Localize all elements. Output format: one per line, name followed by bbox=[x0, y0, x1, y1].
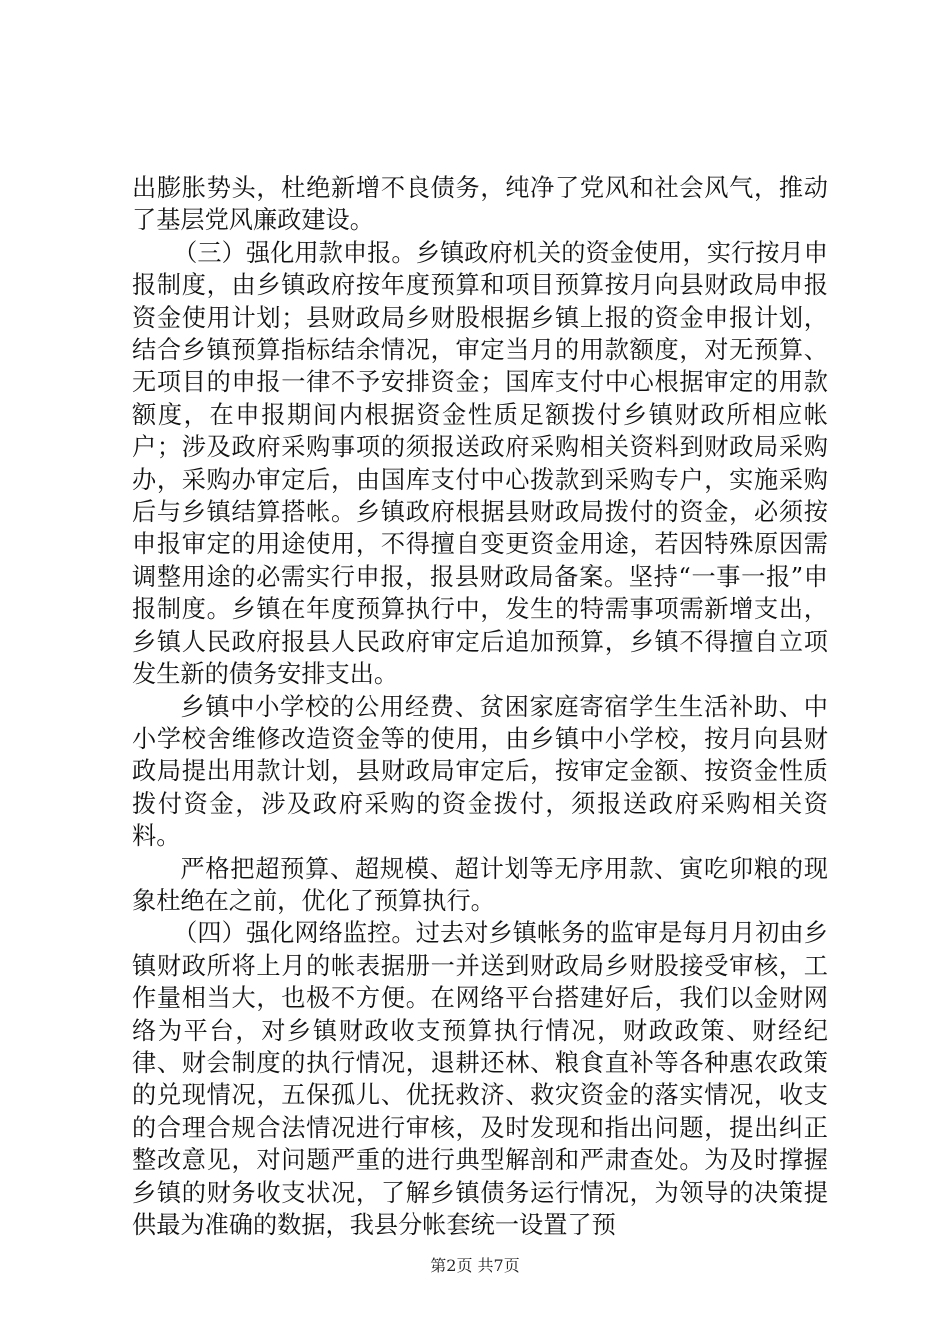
page-number-footer: 第2页 共7页 bbox=[430, 1256, 520, 1275]
body-text bbox=[132, 172, 828, 1241]
paragraph-1: 出膨胀势头，杜绝新增不良债务，纯净了党风和社会风气，推动了基层党风廉政建设。 bbox=[132, 174, 828, 235]
paragraph-4: 严格把超预算、超规模、超计划等无序用款、寅吃卯粮的现象杜绝在之前，优化了预算执行。 bbox=[132, 854, 828, 915]
paragraph-5: （四）强化网络监控。过去对乡镇帐务的监审是每月月初由乡镇财政所将上月的帐表据册一并送到财政局乡财股接受审核，工作量相当大，也极不方便。在网络平台搭建好后，我们以金财网络为平台，对乡镇财政收支预算执行情况，财政政策、财经纪律、财会制度的执行情况，退耕还林、粮食直补等各种惠农政策的兑现情况，五保孤儿、优抚救济、救灾资金的落实情况，收支的合理合规合法情况进行审核，及时发现和指出问题，提出纠正整改意见，对问题严重的进行典型解剖和严肃查处。为及时撑握乡镇的财务收支状况，了解乡镇债务运行情况，为领导的决策提供最为准确的数据，我县分帐套统一设置了预 bbox=[132, 919, 828, 1239]
paragraph-3: 乡镇中小学校的公用经费、贫困家庭寄宿学生生活补助、中小学校舍维修改造资金等的使用，由乡镇中小学校，按月向县财政局提出用款计划，县财政局审定后，按审定金额、按资金性质拨付资金，涉及政府采购的资金拨付，须报送政府采购相关资料。 bbox=[132, 692, 828, 851]
paragraph-2: （三）强化用款申报。乡镇政府机关的资金使用，实行按月申报制度，由乡镇政府按年度预算和项目预算按月向县财政局申报资金使用计划；县财政局乡财股根据乡镇上报的资金申报计划，结合乡镇预算指标结余情况，审定当月的用款额度，对无预算、无项目的申报一律不予安排资金；国库支付中心根据审定的用款额度，在申报期间内根据资金性质足额拨付乡镇财政所相应帐户；涉及政府采购事项的须报送政府采购相关资料到财政局采购办，采购办审定后，由国库支付中心拨款到采购专户，实施采购后与乡镇结算搭帐。乡镇政府根据县财政局拨付的资金，必须按申报审定的用途使用，不得擅自变更资金用途，若因特殊原因需调整用途的必需实行申报，报县财政局备案。坚持“一事一报”申报制度。乡镇在年度预算执行中，发生的特需事项需新增支出，乡镇人民政府报县人民政府审定后追加预算，乡镇不得擅自立项发生新的债务安排支出。 bbox=[132, 238, 828, 689]
